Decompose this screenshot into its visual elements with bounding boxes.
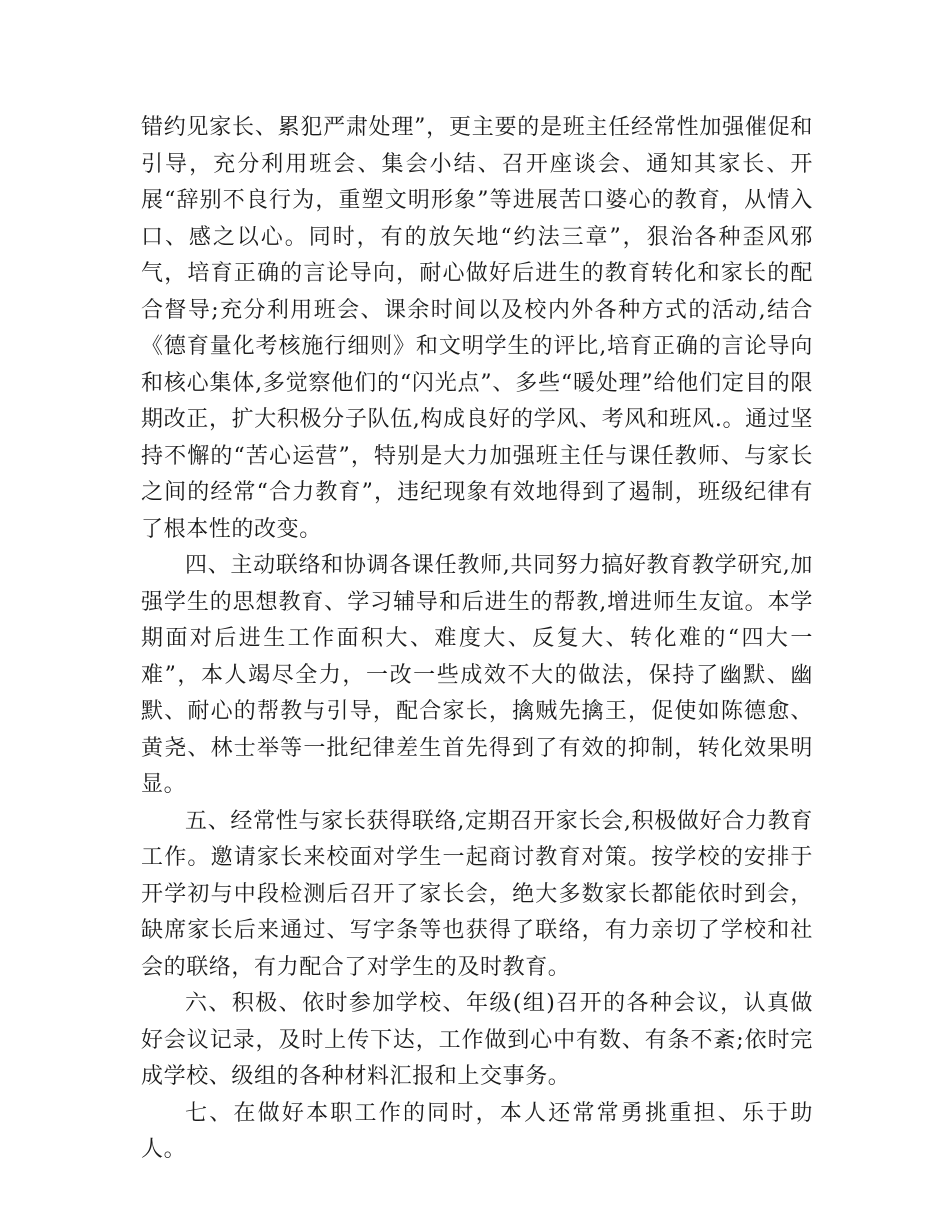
paragraph-continuation: 错约见家长、累犯严肃处理”，更主要的是班主任经常性加强催促和引导，充分利用班会、集会小结、召开座谈会、通知其家长、开展“辞别不良行为，重塑文明形象”等进展苦口婆心的教育，从情入口、感之以心。同时，有的放矢地“约法三章”，狠治各种歪风邪气，培育正确的言论导向，耐心做好后进生的教育转化和家长的配合督导;充分利用班会、课余时间以及校内外各种方式的活动,结合《德育量化考核施行细则》和文明学生的评比,培育正确的言论导向和核心集体,多觉察他们的“闪光点”、多些“暖处理”给他们定目的限期改正，扩大积极分子队伍,构成良好的学风、考风和班风.。通过坚持不懈的“苦心运营”，特别是大力加强班主任与课任教师、与家长之间的经常“合力教育”，违纪现象有效地得到了遏制，班级纪律有了根本性的改变。 <box>141 115 813 542</box>
paragraph-section-6: 六、积极、依时参加学校、年级(组)召开的各种会议，认真做好会议记录，及时上传下达，工作做到心中有数、有条不紊;依时完成学校、级组的各种材料汇报和上交事务。 <box>141 991 813 1089</box>
paragraph-section-4: 四、主动联络和协调各课任教师,共同努力搞好教育教学研究,加强学生的思想教育、学习辅导和后进生的帮教,增进师生友谊。本学期面对后进生工作面积大、难度大、反复大、转化难的“四大一难”，本人竭尽全力，一改一些成效不大的做法，保持了幽默、幽默、耐心的帮教与引导，配合家长，擒贼先擒王，促使如陈德愈、黄尧、林士举等一批纪律差生首先得到了有效的抑制，转化效果明显。 <box>141 553 813 797</box>
document-body <box>141 110 813 1169</box>
paragraph-section-7: 七、在做好本职工作的同时，本人还常常勇挑重担、乐于助人。 <box>141 1100 813 1162</box>
paragraph-section-5: 五、经常性与家长获得联络,定期召开家长会,积极做好合力教育工作。邀请家长来校面对学生一起商讨教育对策。按学校的安排于开学初与中段检测后召开了家长会，绝大多数家长都能依时到会，缺席家长后来通过、写字条等也获得了联络，有力亲切了学校和社会的联络，有力配合了对学生的及时教育。 <box>141 808 813 980</box>
